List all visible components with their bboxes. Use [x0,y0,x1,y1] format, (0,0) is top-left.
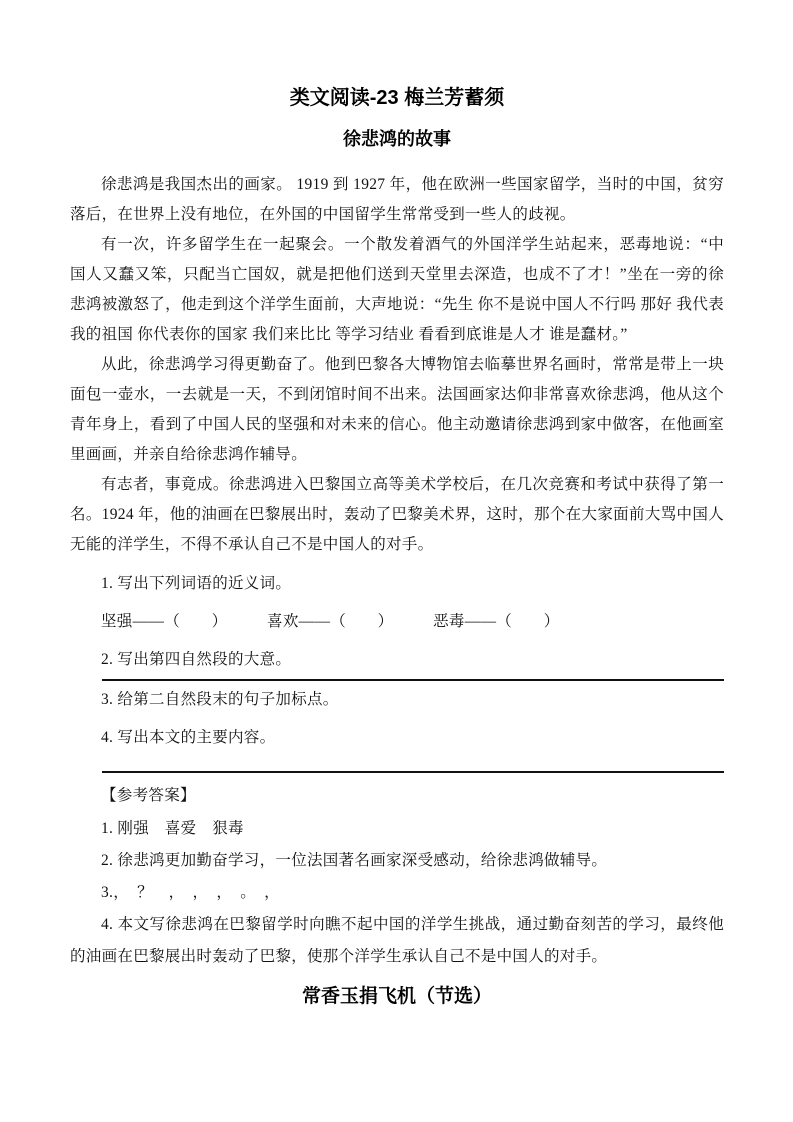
question-2: 2. 写出第四自然段的大意。 [101,651,292,668]
next-article-title: 常香玉捐飞机（节选） [301,986,492,1007]
answer-4: 4. 本文写徐悲鸿在巴黎留学时向瞧不起中国的洋学生挑战，通过勤奋刻苦的学习，最终他的油画在巴黎展出时轰动了巴黎，使那个洋学生承认自己不是中国人的对手。 [70,916,724,965]
question-3: 3. 给第二自然段末的句子加标点。 [101,691,339,708]
question-1: 1. 写出下列词语的近义词。 [101,575,292,592]
answer-3: 3.， ？ ， ， ， 。 ， [101,884,280,901]
article-paragraph-3: 从此，徐悲鸿学习得更勤奋了。他到巴黎各大博物馆去临摹世界名画时，常常是带上一块面包一壶水，一去就是一天，不到闭馆时间不出来。法国画家达仰非常喜欢徐悲鸿，他从这个青年身上，看到了中国人民的坚强和对未来的信心。他主动邀请徐悲鸿到家中做客，在他画室里画画，并亲自给徐悲鸿作辅导。 [70,356,724,463]
answer-1: 1. 刚强 喜爱 狠毒 [101,820,244,837]
article-paragraph-4: 有志者，事竟成。徐悲鸿进入巴黎国立高等美术学校后，在几次竞赛和考试中获得了第一名。1924 年，他的油画在巴黎展出时，轰动了巴黎美术界，这时，那个在大家面前大骂中国人无能的洋学生，不得不承认自己不是中国人的对手。 [70,476,724,553]
reference-answers-section [70,779,724,973]
questions-section [70,565,724,773]
question-4: 4. 写出本文的主要内容。 [101,729,276,746]
answer-line-2 [102,771,724,773]
article-title: 徐悲鸿的故事 [343,129,451,149]
reference-answers-header: 【参考答案】 [101,787,196,804]
article-paragraph-2: 有一次，许多留学生在一起聚会。一个散发着酒气的外国洋学生站起来，恶毒地说：“中国人又蠢又笨，只配当亡国奴，就是把他们送到天堂里去深造，也成不了才！”坐在一旁的徐悲鸿被激怒了，他走到这个洋学生面前，大声地说：“先生 你不是说中国人不行吗 那好 我代表我的祖国 你代表你的国家 我们来比比 等学习结业 看看到底谁是人才 谁是蠢材。” [70,236,724,343]
answer-2: 2. 徐悲鸿更加勤奋学习，一位法国著名画家深受感动，给徐悲鸿做辅导。 [101,852,608,869]
question-1-blanks: 坚强——（ ） 喜欢——（ ） 恶毒——（ ） [101,613,560,630]
article-paragraph-1: 徐悲鸿是我国杰出的画家。 1919 到 1927 年，他在欧洲一些国家留学，当时的中国，贫穷落后，在世界上没有地位，在外国的中国留学生常常受到一些人的歧视。 [70,176,724,223]
page-title: 类文阅读-23 梅兰芳蓄须 [289,87,505,109]
